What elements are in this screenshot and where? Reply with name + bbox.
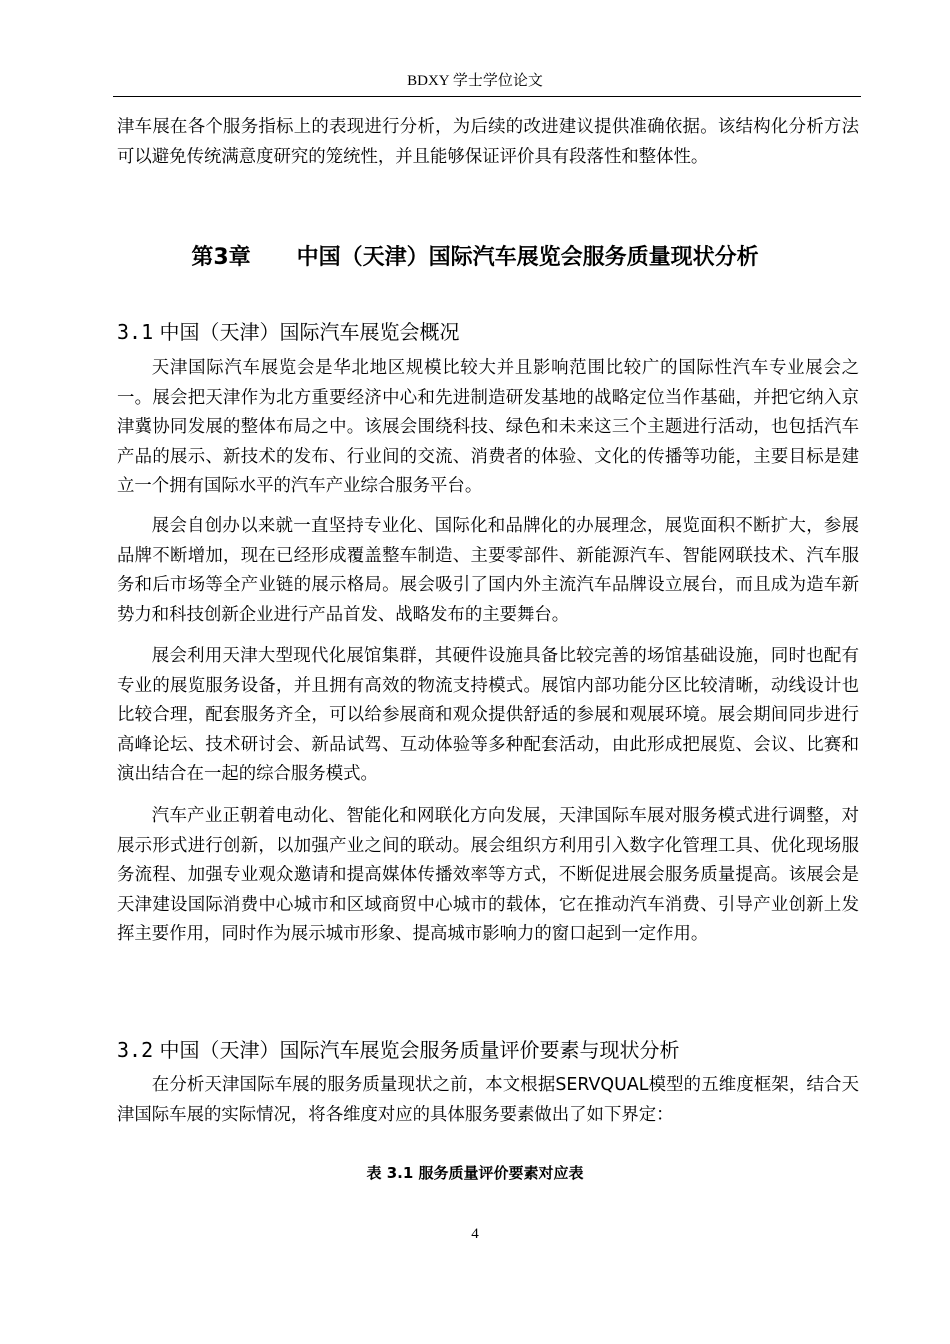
header-divider [113, 96, 861, 97]
section-title: 中国（天津）国际汽车展览会概况 [159, 320, 460, 344]
body-paragraph: 展会利用天津大型现代化展馆集群，其硬件设施具备比较完善的场馆基础设施，同时也配有专业的展览服务设备，并且拥有高效的物流支持模式。展馆内部功能分区比较清晰，动线设计也比较合理，配套服务齐全，可以给参展商和观众提供舒适的参展和观展环境。展会期间同步进行高峰论坛、技术研讨会、新品试驾、互动体验等多种配套活动，由此形成把展览、会议、比赛和演出结合在一起的综合服务模式。 [117, 646, 859, 784]
chapter-number: 第3章 [191, 245, 251, 270]
body-paragraph: 展会自创办以来就一直坚持专业化、国际化和品牌化的办展理念，展览面积不断扩大，参展品牌不断增加，现在已经形成覆盖整车制造、主要零部件、新能源汽车、智能网联技术、汽车服务和后市场等全产业链的展示格局。展会吸引了国内外主流汽车品牌设立展台，而且成为造车新势力和科技创新企业进行产品首发、战略发布的主要舞台。 [117, 516, 859, 625]
running-header: BDXY 学士学位论文 [407, 73, 543, 89]
section-heading-3-2 [117, 1034, 679, 1063]
body-paragraph: 在分析天津国际车展的服务质量现状之前，本文根据SERVQUAL模型的五维度框架，结合天津国际车展的实际情况，将各维度对应的具体服务要素做出了如下界定： [117, 1075, 859, 1125]
chapter-heading [0, 240, 950, 271]
intro-paragraph: 津车展在各个服务指标上的表现进行分析，为后续的改进建议提供准确依据。该结构化分析方法可以避免传统满意度研究的笼统性，并且能够保证评价具有段落性和整体性。 [117, 117, 859, 167]
body-paragraph: 天津国际汽车展览会是华北地区规模比较大并且影响范围比较广的国际性汽车专业展会之一。展会把天津作为北方重要经济中心和先进制造研发基地的战略定位当作基础，并把它纳入京津冀协同发展的整体布局之中。该展会围绕科技、绿色和未来这三个主题进行活动，也包括汽车产品的展示、新技术的发布、行业间的交流、消费者的体验、文化的传播等功能，主要目标是建立一个拥有国际水平的汽车产业综合服务平台。 [117, 358, 859, 496]
body-paragraph: 汽车产业正朝着电动化、智能化和网联化方向发展，天津国际车展对服务模式进行调整，对展示形式进行创新，以加强产业之间的联动。展会组织方利用引入数字化管理工具、优化现场服务流程、加强专业观众邀请和提高媒体传播效率等方式，不断促进展会服务质量提高。该展会是天津建设国际消费中心城市和区域商贸中心城市的载体，它在推动汽车消费、引导产业创新上发挥主要作用，同时作为展示城市形象、提高城市影响力的窗口起到一定作用。 [117, 806, 859, 944]
table-caption: 表 3.1 服务质量评价要素对应表 [366, 1164, 584, 1182]
page-number: 4 [471, 1226, 479, 1242]
section-heading-3-1 [117, 316, 459, 345]
section-number: 3.1 [117, 320, 154, 344]
section-number: 3.2 [117, 1038, 154, 1062]
section-title: 中国（天津）国际汽车展览会服务质量评价要素与现状分析 [159, 1038, 680, 1062]
chapter-title: 中国（天津）国际汽车展览会服务质量现状分析 [296, 245, 759, 270]
